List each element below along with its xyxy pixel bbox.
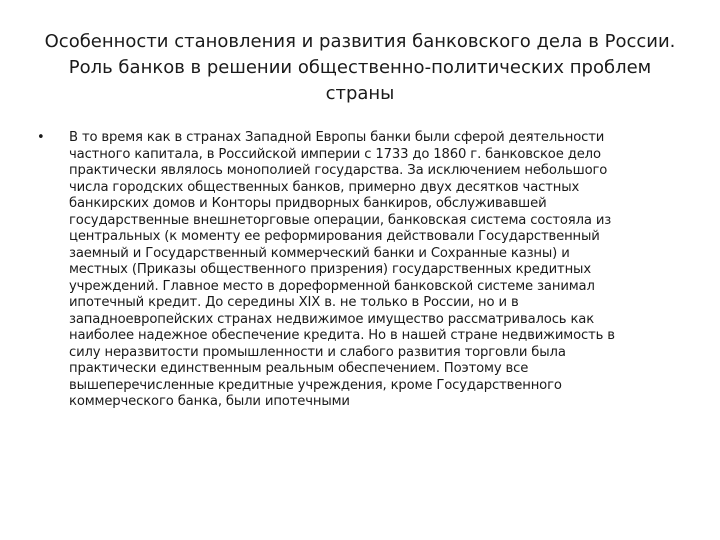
body-line: В то время как в странах Западной Европы банки были сферой деятельности — [69, 130, 605, 145]
body-line: практически являлось монополией государства. За исключением небольшого — [69, 163, 608, 178]
body-line: заемный и Государственный коммерческий банки и Сохранные казны) и — [69, 245, 570, 261]
body-line: местных (Приказы общественного призрения) государственных кредитных — [69, 262, 591, 277]
bullet-icon: • — [37, 130, 45, 145]
body-line: учреждений. Главное место в дореформенной банковской системе занимал — [69, 278, 595, 294]
body-line: силу неразвитости промышленности и слабого развития торговли была — [69, 344, 566, 360]
title-line: Роль банков в решении общественно-политических проблем — [68, 57, 652, 78]
body-line: западноевропейских странах недвижимое имущество рассматривалось как — [69, 311, 595, 327]
slide-title — [40, 29, 680, 107]
slide-body — [30, 130, 690, 411]
body-line: государственные внешнеторговые операции, банковская система состояла из — [69, 212, 612, 228]
bullet-text — [69, 130, 690, 411]
body-line: ипотечный кредит. До середины XIX в. не только в России, но и в — [69, 295, 519, 310]
body-line: практически единственным реальным обеспечением. Поэтому все — [69, 361, 529, 376]
body-line: частного капитала, в Российской империи с 1733 до 1860 г. банковское дело — [69, 146, 601, 162]
body-line: коммерческого банка, были ипотечными — [69, 394, 350, 409]
body-line: вышеперечисленные кредитные учреждения, кроме Государственного — [69, 377, 562, 393]
body-line: банкирских домов и Конторы придворных банкиров, обслуживавшей — [69, 196, 547, 211]
body-line: центральных (к моменту ее реформирования действовали Государственный — [69, 229, 600, 244]
bullet-item — [30, 130, 690, 411]
body-line: числа городских общественных банков, примерно двух десятков частных — [69, 179, 580, 195]
body-line: наиболее надежное обеспечение кредита. Но в нашей стране недвижимость в — [69, 328, 615, 343]
title-line: Особенности становления и развития банковского дела в России. — [44, 31, 676, 52]
title-line: страны — [325, 83, 395, 104]
